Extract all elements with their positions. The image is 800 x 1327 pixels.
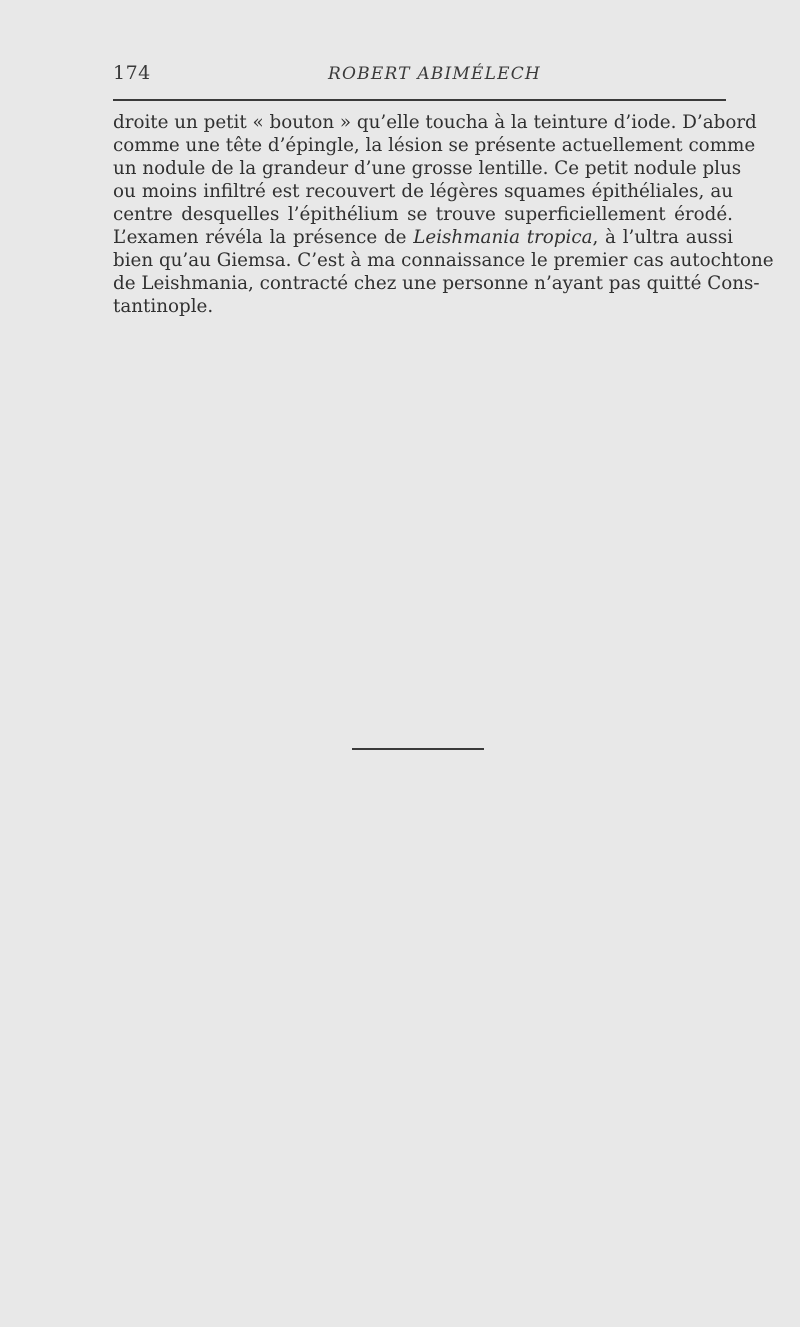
running-header [113,62,726,88]
text-line: centre desquelles l’épithélium se trouve superficiellement érodé. [113,204,733,225]
text-line: comme une tête d’épingle, la lésion se présente actuellement comme [113,135,756,156]
species-name: Leishmania tropica [413,227,593,248]
header-rule [113,99,726,101]
text-line: tantinople. [113,296,214,317]
text-line: bien qu’au Giemsa. C’est à ma connaissance le premier cas autochtone [113,250,774,271]
text-segment: L’examen révéla la présence de [113,227,414,248]
end-rule [352,748,484,750]
text-line [113,226,733,249]
text-line: un nodule de la grandeur d’une grosse lentille. Ce petit nodule plus [113,158,742,179]
body-paragraph [113,111,774,318]
text-line: ou moins infiltré est recouvert de légères squames épithéliales, au [113,181,733,202]
page-number: 174 [113,62,151,84]
text-line: droite un petit « bouton » qu’elle toucha à la teinture d’iode. D’abord [113,112,757,133]
text-line: de Leishmania, contracté chez une personne n’ayant pas quitté Cons- [113,273,760,294]
text-segment: , à l’ultra aussi [592,227,733,248]
running-title: ROBERT ABIMÉLECH [328,64,541,84]
